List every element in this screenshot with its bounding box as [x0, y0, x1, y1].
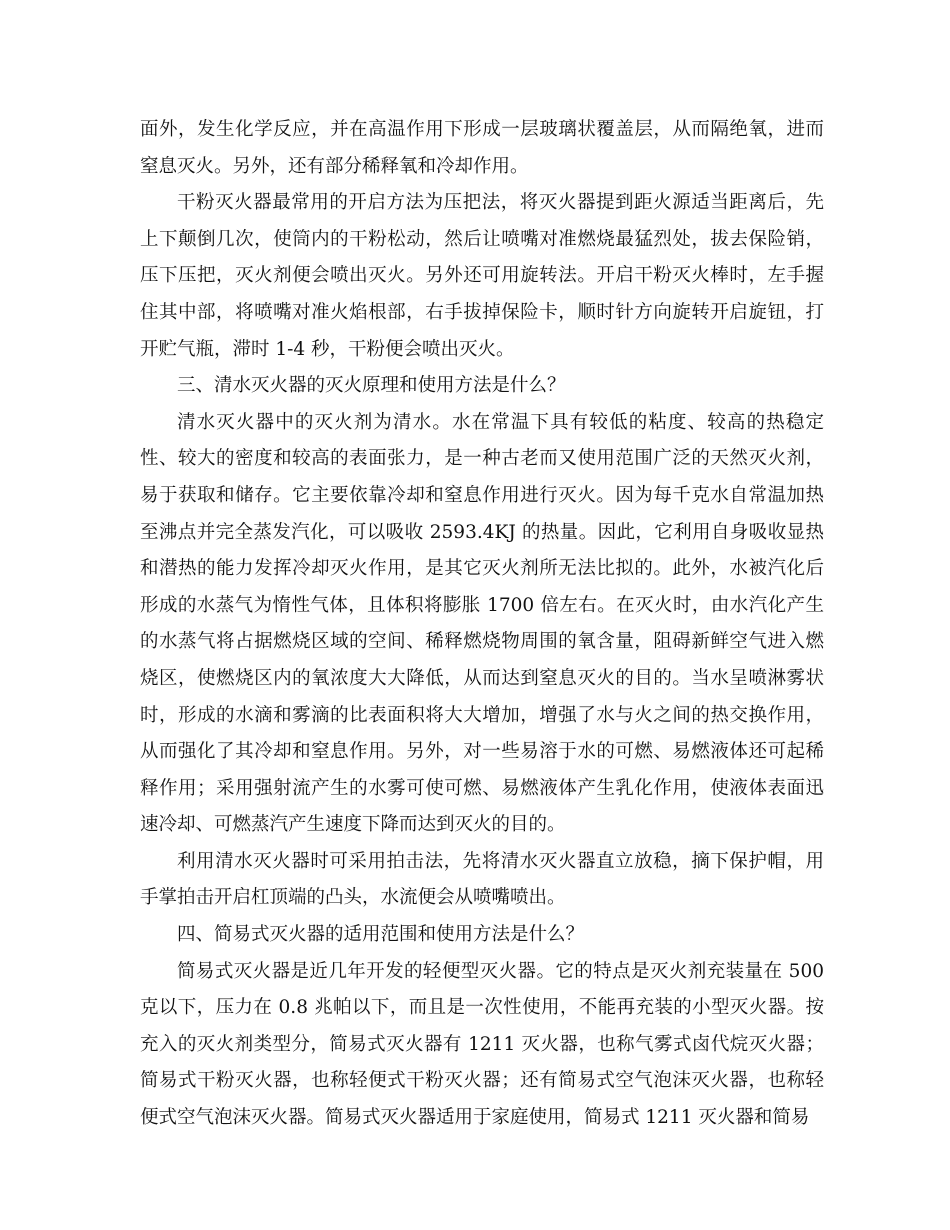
paragraph-continued: 面外，发生化学反应，并在高温作用下形成一层玻璃状覆盖层，从而隔绝氧，进而窒息灭火。另外，还有部分稀释氧和冷却作用。 — [140, 119, 824, 177]
paragraph-water-usage: 利用清水灭火器时可采用拍击法，先将清水灭火器直立放稳，摘下保护帽，用手掌拍击开启杠顶端的凸头，水流便会从喷嘴喷出。 — [140, 850, 824, 909]
paragraph-water-principle: 清水灭火器中的灭火剂为清水。水在常温下具有较低的粘度、较高的热稳定性、较大的密度和较高的表面张力，是一种古老而又使用范围广泛的天然灭火剂，易于获取和储存。它主要依靠冷却和窒息作用进行灭火。因为每千克水自常温加热至沸点并完全蒸发汽化，可以吸收 2593.4KJ 的热量。因此，它利用自身吸收显热和潜热的能力发挥冷却灭火作用，是其它灭火剂所无法比拟的。此外，水被汽化后形成的水蒸气为惰性气体，且体积将膨胀 1700 倍左右。在灭火时，由水汽化产生的水蒸气将占据燃烧区域的空间、稀释燃烧物周围的氧含量，阻碍新鲜空气进入燃烧区，使燃烧区内的氧浓度大大降低，从而达到窒息灭火的目的。当水呈喷淋雾状时，形成的水滴和雾滴的比表面积将大大增加，增强了水与火之间的热交换作用，从而强化了其冷却和窒息作用。另外，对一些易溶于水的可燃、易燃液体还可起稀释作用；采用强射流产生的水雾可使可燃、易燃液体产生乳化作用，使液体表面迅速冷却、可燃蒸汽产生速度下降而达到灭火的目的。 — [140, 411, 824, 836]
document-body — [140, 112, 824, 1137]
paragraph-simple-extinguisher: 简易式灭火器是近几年开发的轻便型灭火器。它的特点是灭火剂充装量在 500 克以下，压力在 0.8 兆帕以下，而且是一次性使用，不能再充装的小型灭火器。按充入的灭火剂类型分，简易式灭火器有 1211 灭火器，也称气雾式卤代烷灭火器；简易式干粉灭火器，也称轻便式干粉灭火器；还有简易式空气泡沫灭火器，也称轻便式空气泡沫灭火器。简易式灭火器适用于家庭使用，简易式 1211 灭火器和简易 — [140, 960, 824, 1129]
section-heading-water-extinguisher: 三、清水灭火器的灭火原理和使用方法是什么？ — [177, 375, 566, 397]
paragraph-dry-powder-usage: 干粉灭火器最常用的开启方法为压把法，将灭火器提到距火源适当距离后，先上下颠倒几次，使筒内的干粉松动，然后让喷嘴对准燃烧最猛烈处，拔去保险销，压下压把，灭火剂便会喷出灭火。另外还可用旋转法。开启干粉灭火棒时，左手握住其中部，将喷嘴对准火焰根部，右手拔掉保险卡，顺时针方向旋转开启旋钮，打开贮气瓶，滞时 1-4 秒，干粉便会喷出灭火。 — [140, 192, 824, 360]
section-heading-simple-extinguisher: 四、简易式灭火器的适用范围和使用方法是什么？ — [177, 924, 585, 946]
